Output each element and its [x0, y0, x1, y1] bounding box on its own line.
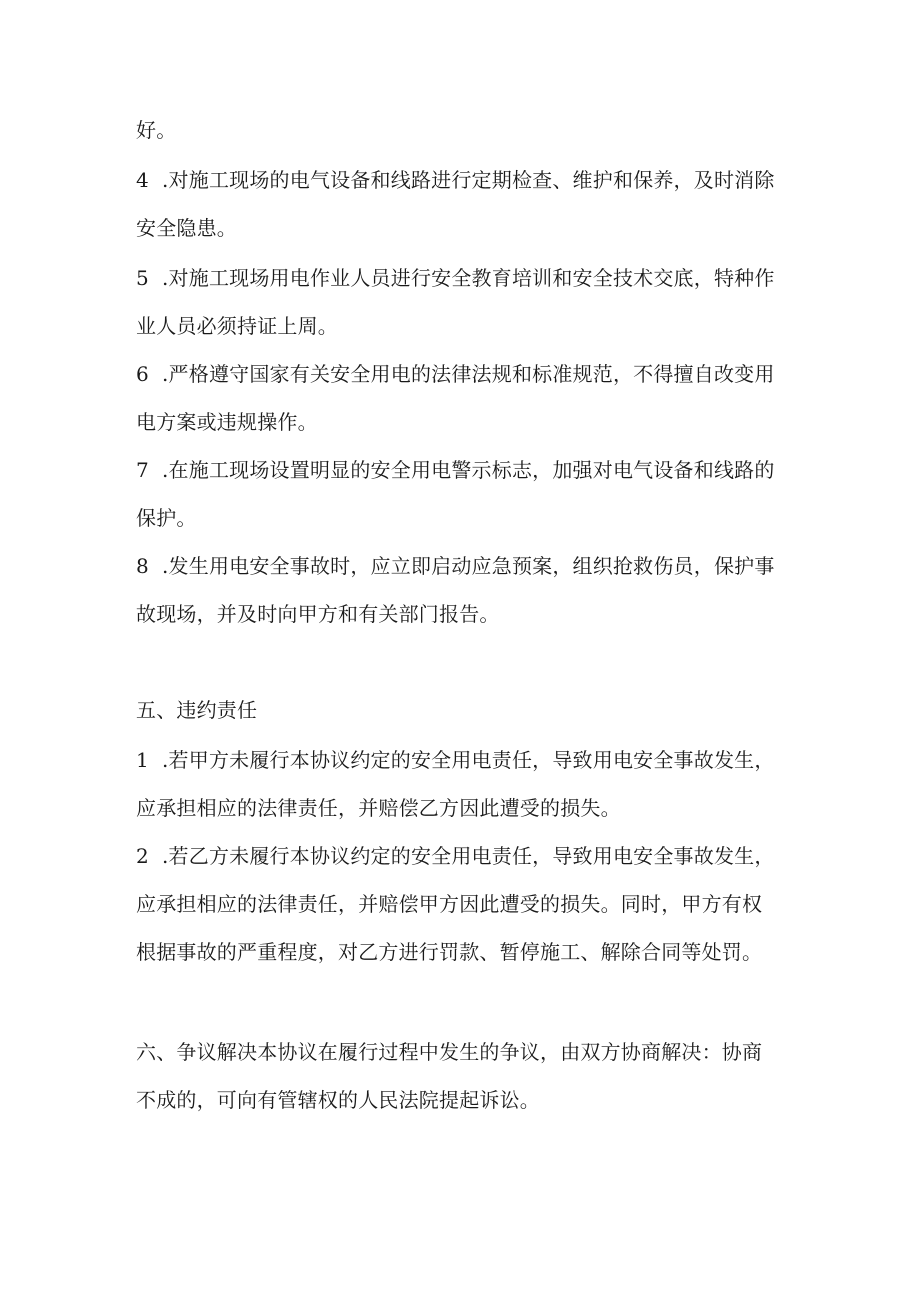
line-text: 根据事故的严重程度，对乙方进行罚款、暂停施工、解除合同等处罚。	[136, 940, 763, 964]
line-text: .在施工现场设置明显的安全用电警示标志，加强对电气设备和线路的	[162, 458, 775, 482]
list-item-8	[136, 554, 786, 578]
heading-text: 五、违约责任	[136, 698, 258, 722]
line-text: .对施工现场的电气设备和线路进行定期检查、维护和保养，及时消除	[162, 168, 775, 192]
text-line	[136, 410, 786, 434]
list-item-1	[136, 748, 786, 772]
line-text: 好。	[136, 118, 177, 142]
list-item-2	[136, 844, 786, 868]
line-text: 应承担相应的法律责任，并赔偿乙方因此遭受的损失。	[136, 796, 621, 820]
text-line	[136, 796, 786, 820]
text-line	[136, 892, 786, 916]
list-item-7	[136, 458, 786, 482]
line-text: 应承担相应的法律责任，并赔偿甲方因此遭受的损失。同时，甲方有权	[136, 892, 763, 916]
text-line	[136, 506, 786, 530]
item-number: 4	[136, 168, 149, 192]
section-heading-5	[136, 698, 786, 722]
text-line	[136, 118, 786, 142]
line-text: 业人员必须持证上周。	[136, 314, 338, 338]
text-line	[136, 216, 786, 240]
text-line	[136, 314, 786, 338]
item-number: 8	[136, 554, 149, 578]
line-text: 安全隐患。	[136, 216, 237, 240]
item-number: 5	[136, 266, 149, 290]
line-text: .若甲方未履行本协议约定的安全用电责任，导致用电安全事故发生，	[162, 748, 775, 772]
line-text: .发生用电安全事故时，应立即启动应急预案，组织抢救伤员，保护事	[162, 554, 775, 578]
item-number: 1	[136, 748, 149, 772]
text-line	[136, 940, 786, 964]
item-number: 2	[136, 844, 149, 868]
text-line	[136, 602, 786, 626]
line-text: .对施工现场用电作业人员进行安全教育培训和安全技术交底，特种作	[162, 266, 775, 290]
line-text: .若乙方未履行本协议约定的安全用电责任，导致用电安全事故发生，	[162, 844, 775, 868]
section-heading-6	[136, 1040, 786, 1064]
item-number: 7	[136, 458, 149, 482]
line-text: 保护。	[136, 506, 197, 530]
list-item-6	[136, 362, 786, 386]
line-text: 不成的，可向有管辖权的人民法院提起诉讼。	[136, 1088, 540, 1112]
line-text: 电方案或违规操作。	[136, 410, 318, 434]
item-number: 6	[136, 362, 149, 386]
list-item-5	[136, 266, 786, 290]
line-text: .严格遵守国家有关安全用电的法律法规和标准规范，不得擅自改变用	[162, 362, 775, 386]
line-text: 故现场，并及时向甲方和有关部门报告。	[136, 602, 500, 626]
list-item-4	[136, 168, 786, 192]
text-line	[136, 1088, 786, 1112]
line-text: 六、争议解决本协议在履行过程中发生的争议，由双方协商解决：协商	[136, 1040, 763, 1064]
